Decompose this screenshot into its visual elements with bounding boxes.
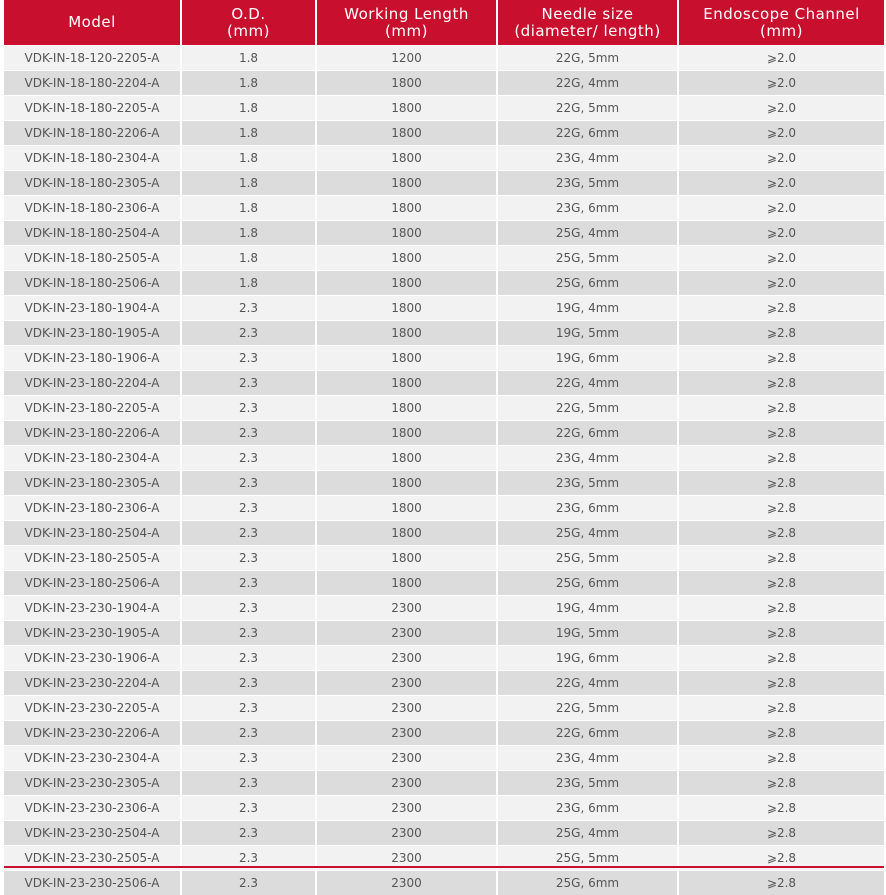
header-needle-size-line-1: Needle size [498,6,677,23]
cell-needle-size: 25G, 6mm [497,271,678,296]
cell-working-length: 2300 [316,646,497,671]
table-row [4,321,884,346]
cell-endoscope-channel: ⩾2.0 [678,96,884,121]
header-endoscope-channel-line-1: Endoscope Channel [679,6,884,23]
cell-needle-size: 22G, 5mm [497,96,678,121]
cell-needle-size: 25G, 4mm [497,821,678,846]
cell-model: VDK-IN-23-230-2506-A [4,871,181,895]
cell-od: 2.3 [181,296,316,321]
table-row [4,46,884,71]
cell-working-length: 1800 [316,146,497,171]
cell-needle-size: 23G, 6mm [497,196,678,221]
cell-working-length: 1800 [316,171,497,196]
cell-model: VDK-IN-18-180-2305-A [4,171,181,196]
cell-endoscope-channel: ⩾2.8 [678,496,884,521]
table-row [4,271,884,296]
header-working-length-line-1: Working Length [317,6,496,23]
cell-model: VDK-IN-23-180-1905-A [4,321,181,346]
header-working-length-line-2: (mm) [317,23,496,40]
cell-working-length: 1800 [316,396,497,421]
cell-working-length: 2300 [316,671,497,696]
table-row [4,471,884,496]
cell-needle-size: 19G, 5mm [497,321,678,346]
table-row [4,171,884,196]
cell-model: VDK-IN-23-180-2506-A [4,571,181,596]
header-needle-size [497,0,678,46]
table-row [4,546,884,571]
table-row [4,446,884,471]
header-endoscope-channel [678,0,884,46]
cell-endoscope-channel: ⩾2.8 [678,821,884,846]
cell-model: VDK-IN-18-180-2205-A [4,96,181,121]
cell-model: VDK-IN-18-180-2206-A [4,121,181,146]
table-row [4,421,884,446]
cell-model: VDK-IN-23-180-2305-A [4,471,181,496]
cell-model: VDK-IN-23-230-2306-A [4,796,181,821]
cell-model: VDK-IN-23-180-1906-A [4,346,181,371]
cell-endoscope-channel: ⩾2.0 [678,121,884,146]
cell-model: VDK-IN-23-230-2205-A [4,696,181,721]
cell-working-length: 1800 [316,546,497,571]
header-row [4,0,884,46]
cell-od: 2.3 [181,696,316,721]
cell-needle-size: 19G, 5mm [497,621,678,646]
cell-needle-size: 25G, 6mm [497,571,678,596]
cell-needle-size: 22G, 5mm [497,396,678,421]
cell-model: VDK-IN-18-180-2506-A [4,271,181,296]
cell-working-length: 1800 [316,196,497,221]
cell-od: 1.8 [181,196,316,221]
table-row [4,296,884,321]
cell-working-length: 1800 [316,71,497,96]
cell-od: 2.3 [181,321,316,346]
table-row [4,346,884,371]
cell-needle-size: 23G, 4mm [497,146,678,171]
table-row [4,371,884,396]
cell-working-length: 1800 [316,496,497,521]
cell-working-length: 2300 [316,596,497,621]
header-endoscope-channel-line-2: (mm) [679,23,884,40]
cell-model: VDK-IN-23-230-2305-A [4,771,181,796]
cell-needle-size: 25G, 4mm [497,521,678,546]
cell-working-length: 1800 [316,221,497,246]
cell-od: 2.3 [181,746,316,771]
cell-od: 2.3 [181,571,316,596]
cell-needle-size: 25G, 4mm [497,221,678,246]
cell-model: VDK-IN-23-180-2306-A [4,496,181,521]
cell-od: 2.3 [181,471,316,496]
cell-working-length: 1200 [316,46,497,71]
cell-od: 2.3 [181,796,316,821]
cell-model: VDK-IN-23-230-2304-A [4,746,181,771]
cell-model: VDK-IN-23-230-2206-A [4,721,181,746]
cell-od: 1.8 [181,146,316,171]
cell-endoscope-channel: ⩾2.8 [678,546,884,571]
cell-needle-size: 22G, 6mm [497,721,678,746]
cell-endoscope-channel: ⩾2.0 [678,71,884,96]
cell-endoscope-channel: ⩾2.8 [678,296,884,321]
cell-needle-size: 22G, 4mm [497,71,678,96]
cell-working-length: 1800 [316,446,497,471]
cell-endoscope-channel: ⩾2.8 [678,771,884,796]
cell-model: VDK-IN-23-180-2205-A [4,396,181,421]
cell-working-length: 1800 [316,521,497,546]
cell-model: VDK-IN-23-230-1904-A [4,596,181,621]
header-od [181,0,316,46]
cell-endoscope-channel: ⩾2.8 [678,396,884,421]
cell-working-length: 2300 [316,721,497,746]
cell-model: VDK-IN-23-180-2204-A [4,371,181,396]
cell-model: VDK-IN-18-180-2306-A [4,196,181,221]
cell-working-length: 1800 [316,421,497,446]
cell-needle-size: 22G, 5mm [497,46,678,71]
cell-endoscope-channel: ⩾2.8 [678,571,884,596]
cell-needle-size: 22G, 6mm [497,121,678,146]
cell-model: VDK-IN-23-230-1905-A [4,621,181,646]
cell-od: 1.8 [181,221,316,246]
cell-working-length: 1800 [316,96,497,121]
cell-od: 1.8 [181,121,316,146]
table-row [4,121,884,146]
cell-od: 2.3 [181,871,316,895]
table-row [4,571,884,596]
cell-endoscope-channel: ⩾2.8 [678,346,884,371]
header-needle-size-line-2: (diameter/ length) [498,23,677,40]
cell-od: 2.3 [181,621,316,646]
cell-needle-size: 25G, 5mm [497,846,678,871]
cell-working-length: 1800 [316,121,497,146]
cell-needle-size: 19G, 6mm [497,346,678,371]
table-row [4,496,884,521]
cell-model: VDK-IN-18-180-2505-A [4,246,181,271]
table-row [4,696,884,721]
cell-endoscope-channel: ⩾2.0 [678,271,884,296]
cell-od: 1.8 [181,46,316,71]
cell-od: 1.8 [181,96,316,121]
table-row [4,96,884,121]
table-row [4,746,884,771]
table-row [4,771,884,796]
cell-endoscope-channel: ⩾2.0 [678,146,884,171]
cell-needle-size: 23G, 4mm [497,446,678,471]
header-working-length [316,0,497,46]
product-spec-table [4,0,884,895]
cell-od: 1.8 [181,71,316,96]
table-row [4,196,884,221]
cell-working-length: 2300 [316,871,497,895]
header-od-line-1: O.D. [182,6,315,23]
cell-working-length: 1800 [316,346,497,371]
cell-od: 2.3 [181,496,316,521]
table-row [4,221,884,246]
cell-needle-size: 22G, 5mm [497,696,678,721]
cell-needle-size: 22G, 4mm [497,671,678,696]
table-row [4,621,884,646]
cell-od: 2.3 [181,846,316,871]
cell-od: 2.3 [181,671,316,696]
cell-working-length: 2300 [316,771,497,796]
cell-od: 2.3 [181,421,316,446]
cell-endoscope-channel: ⩾2.0 [678,46,884,71]
cell-working-length: 1800 [316,571,497,596]
table-header [4,0,884,46]
table-row [4,796,884,821]
cell-working-length: 2300 [316,846,497,871]
cell-needle-size: 25G, 6mm [497,871,678,895]
cell-working-length: 1800 [316,296,497,321]
cell-needle-size: 19G, 6mm [497,646,678,671]
cell-endoscope-channel: ⩾2.8 [678,446,884,471]
cell-endoscope-channel: ⩾2.8 [678,746,884,771]
cell-endoscope-channel: ⩾2.0 [678,246,884,271]
cell-needle-size: 23G, 6mm [497,496,678,521]
cell-needle-size: 23G, 5mm [497,171,678,196]
table-body [4,46,884,895]
cell-od: 2.3 [181,596,316,621]
cell-model: VDK-IN-23-180-2504-A [4,521,181,546]
table-row [4,821,884,846]
cell-working-length: 2300 [316,621,497,646]
cell-needle-size: 25G, 5mm [497,246,678,271]
cell-od: 2.3 [181,446,316,471]
cell-endoscope-channel: ⩾2.8 [678,721,884,746]
cell-model: VDK-IN-23-230-1906-A [4,646,181,671]
cell-endoscope-channel: ⩾2.8 [678,696,884,721]
cell-od: 2.3 [181,371,316,396]
cell-od: 2.3 [181,821,316,846]
cell-endoscope-channel: ⩾2.0 [678,196,884,221]
cell-od: 1.8 [181,246,316,271]
table-row [4,146,884,171]
cell-od: 2.3 [181,521,316,546]
cell-needle-size: 23G, 4mm [497,746,678,771]
cell-model: VDK-IN-18-180-2304-A [4,146,181,171]
cell-working-length: 1800 [316,246,497,271]
cell-model: VDK-IN-23-230-2204-A [4,671,181,696]
cell-needle-size: 22G, 4mm [497,371,678,396]
cell-od: 2.3 [181,546,316,571]
cell-model: VDK-IN-23-180-2304-A [4,446,181,471]
cell-od: 2.3 [181,396,316,421]
cell-model: VDK-IN-23-180-1904-A [4,296,181,321]
cell-model: VDK-IN-23-180-2505-A [4,546,181,571]
header-model-label: Model [4,14,180,31]
cell-model: VDK-IN-23-230-2505-A [4,846,181,871]
cell-endoscope-channel: ⩾2.8 [678,796,884,821]
cell-working-length: 1800 [316,321,497,346]
cell-model: VDK-IN-23-180-2206-A [4,421,181,446]
cell-endoscope-channel: ⩾2.8 [678,646,884,671]
cell-endoscope-channel: ⩾2.8 [678,621,884,646]
table-row [4,246,884,271]
header-model [4,0,181,46]
cell-od: 2.3 [181,721,316,746]
cell-endoscope-channel: ⩾2.8 [678,596,884,621]
cell-needle-size: 23G, 6mm [497,796,678,821]
cell-endoscope-channel: ⩾2.8 [678,846,884,871]
cell-working-length: 2300 [316,821,497,846]
cell-od: 1.8 [181,271,316,296]
table-row [4,671,884,696]
cell-endoscope-channel: ⩾2.0 [678,171,884,196]
cell-model: VDK-IN-18-120-2205-A [4,46,181,71]
cell-working-length: 1800 [316,371,497,396]
cell-od: 2.3 [181,346,316,371]
cell-od: 2.3 [181,771,316,796]
table-row [4,521,884,546]
cell-model: VDK-IN-18-180-2504-A [4,221,181,246]
cell-working-length: 2300 [316,746,497,771]
cell-needle-size: 25G, 5mm [497,546,678,571]
cell-endoscope-channel: ⩾2.8 [678,521,884,546]
table-row [4,596,884,621]
cell-needle-size: 23G, 5mm [497,471,678,496]
cell-endoscope-channel: ⩾2.8 [678,371,884,396]
cell-needle-size: 23G, 5mm [497,771,678,796]
cell-working-length: 1800 [316,271,497,296]
cell-working-length: 1800 [316,471,497,496]
cell-od: 2.3 [181,646,316,671]
table-row [4,871,884,895]
cell-working-length: 2300 [316,696,497,721]
cell-endoscope-channel: ⩾2.8 [678,321,884,346]
cell-model: VDK-IN-18-180-2204-A [4,71,181,96]
cell-endoscope-channel: ⩾2.8 [678,871,884,895]
table-row [4,721,884,746]
cell-od: 1.8 [181,171,316,196]
cell-working-length: 2300 [316,796,497,821]
header-od-line-2: (mm) [182,23,315,40]
cell-endoscope-channel: ⩾2.8 [678,471,884,496]
cell-model: VDK-IN-23-230-2504-A [4,821,181,846]
table-bottom-rule [4,866,884,868]
table-row [4,396,884,421]
table-row [4,646,884,671]
cell-endoscope-channel: ⩾2.0 [678,221,884,246]
cell-endoscope-channel: ⩾2.8 [678,421,884,446]
cell-endoscope-channel: ⩾2.8 [678,671,884,696]
cell-needle-size: 19G, 4mm [497,596,678,621]
cell-needle-size: 22G, 6mm [497,421,678,446]
table-row [4,71,884,96]
cell-needle-size: 19G, 4mm [497,296,678,321]
